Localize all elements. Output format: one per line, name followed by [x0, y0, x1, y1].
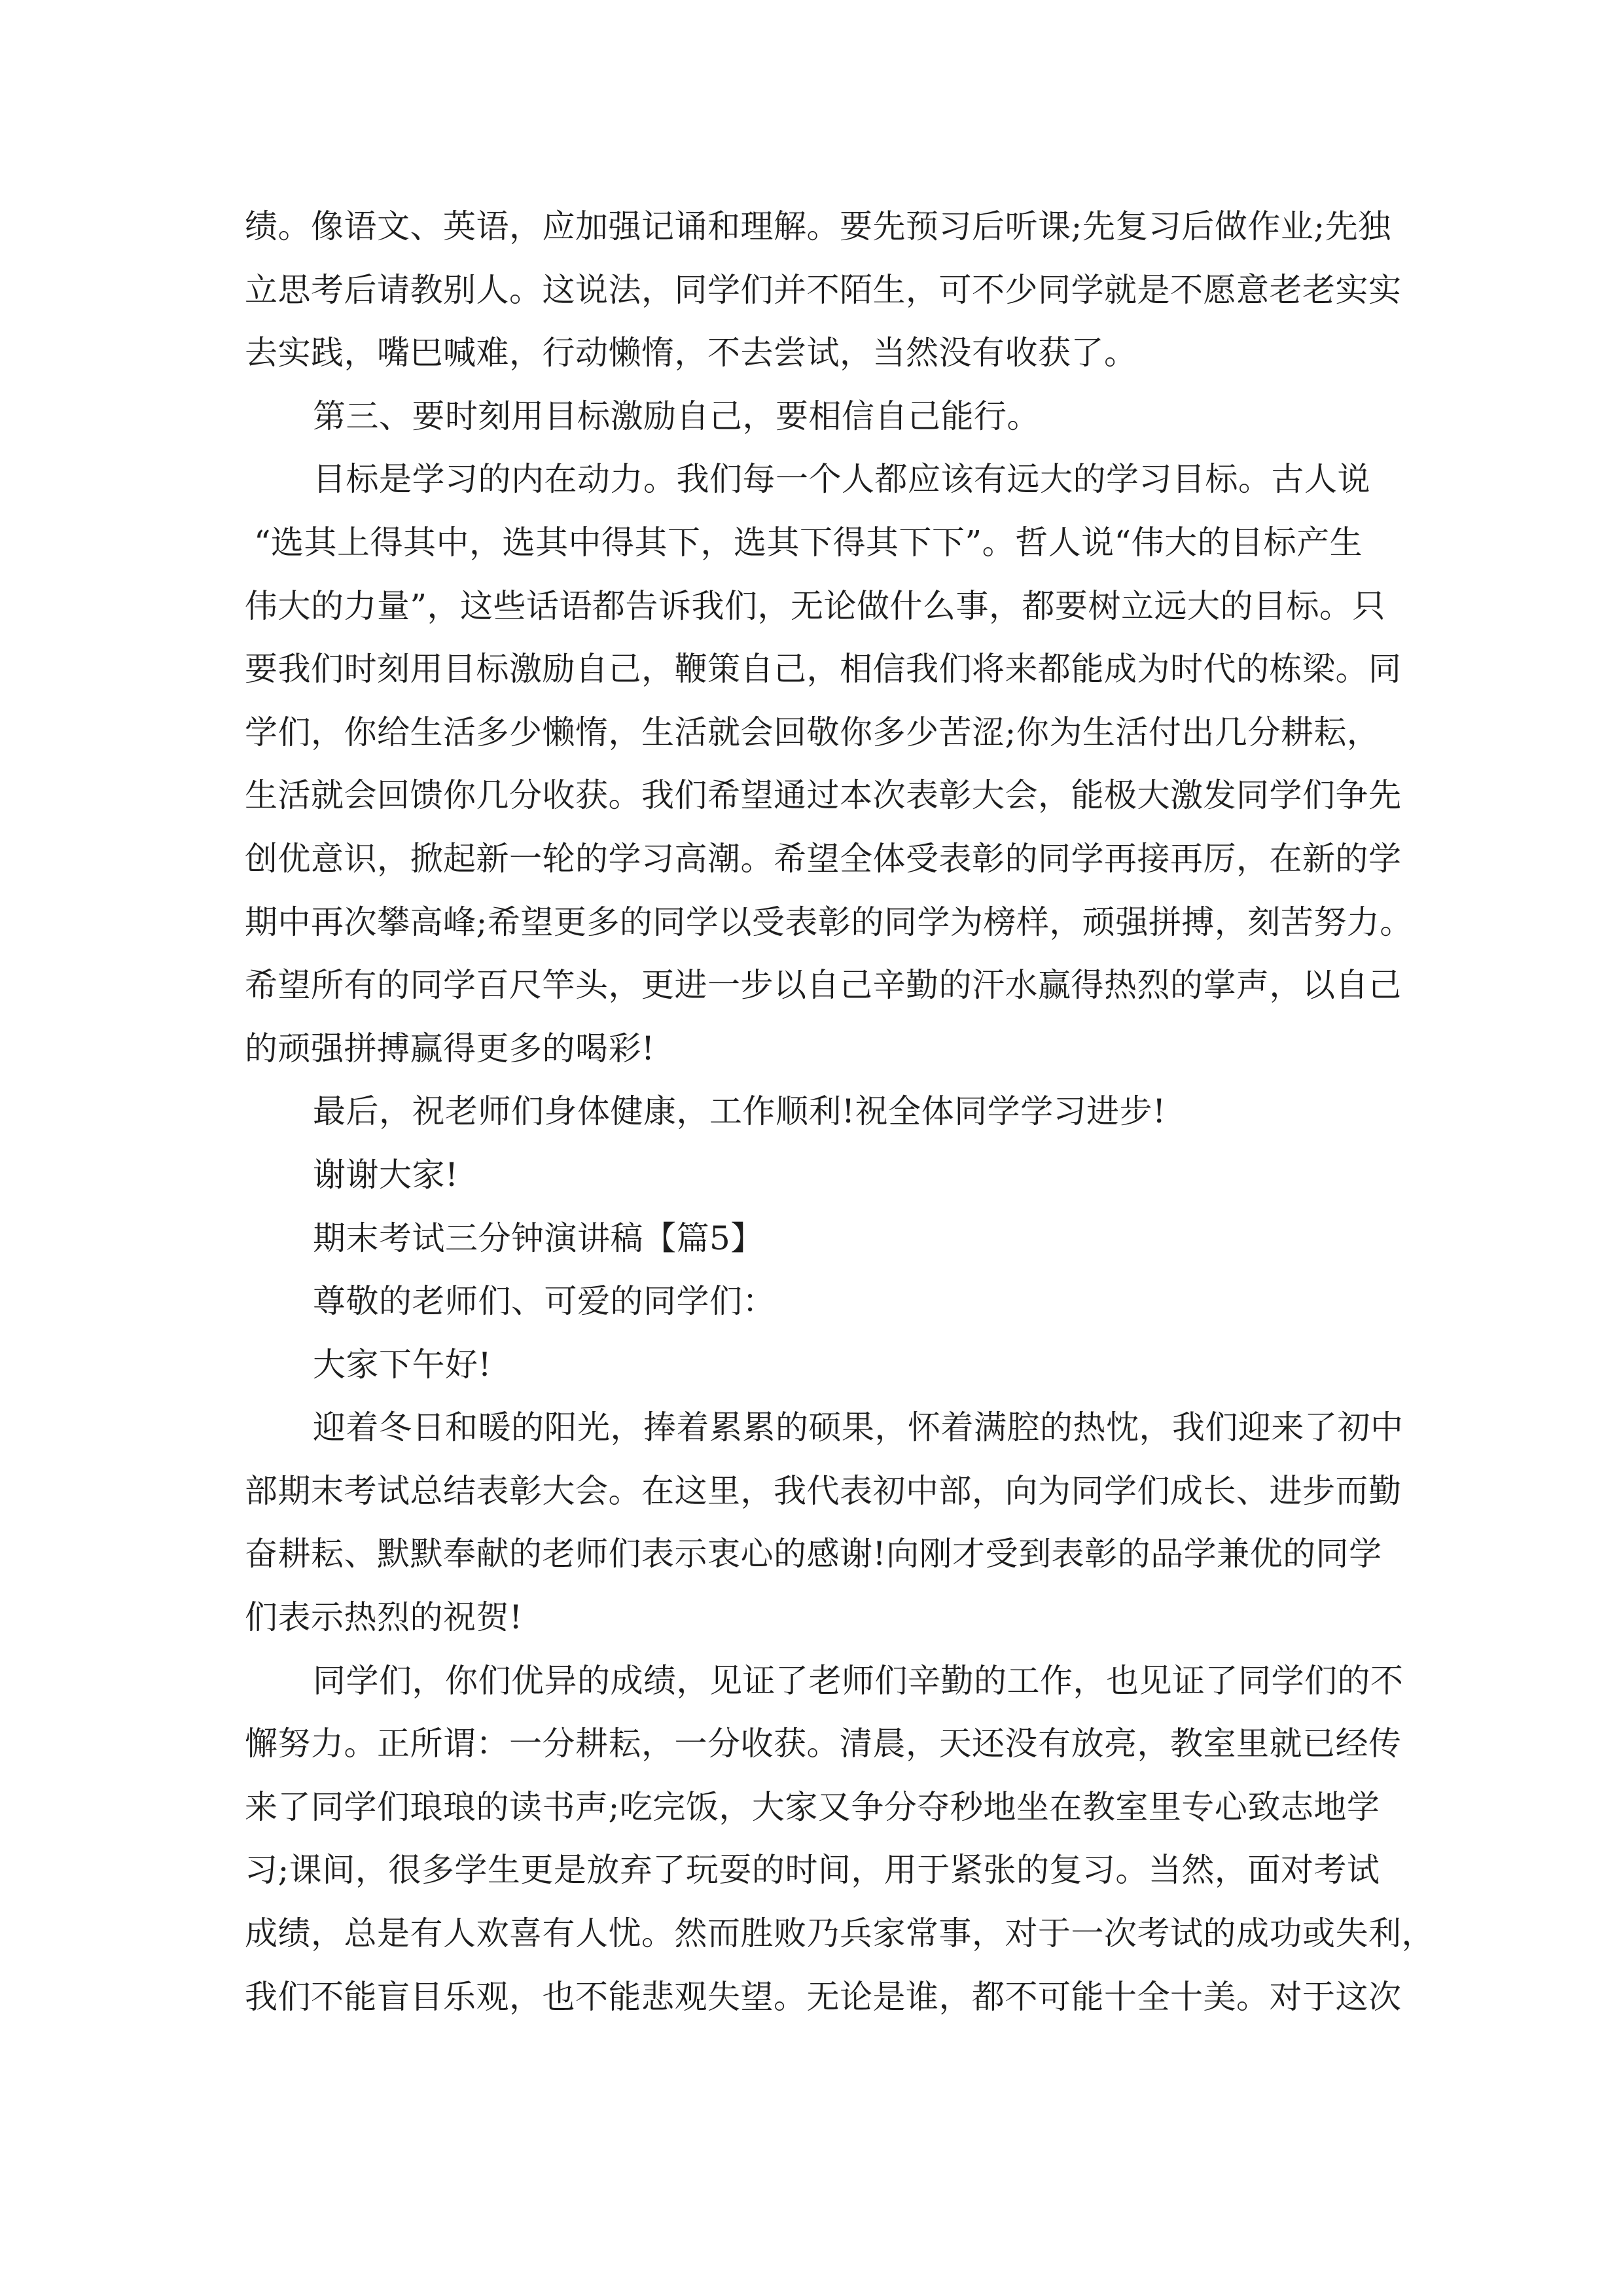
text-line: 学们，你给生活多少懒惰，生活就会回敬你多少苦涩;你为生活付出几分耕耘，: [245, 713, 1380, 751]
text-line: 的顽强拼搏赢得更多的喝彩!: [245, 1029, 655, 1067]
text-line: 创优意识，掀起新一轮的学习高潮。希望全体受表彰的同学再接再厉，在新的学: [245, 839, 1402, 878]
text-line: 立思考后请教别人。这说法，同学们并不陌生，可不少同学就是不愿意老老实实: [245, 270, 1402, 309]
text-line: 成绩，总是有人欢喜有人忧。然而胜败乃兵家常事，对于一次考试的成功或失利，: [245, 1914, 1435, 1953]
text-line: “选其上得其中，选其中得其下，选其下得其下下”。哲人说“伟大的目标产生: [254, 523, 1363, 562]
closing-wishes: 最后，祝老师们身体健康，工作顺利!祝全体同学学习进步!: [313, 1092, 1166, 1131]
text-line: 生活就会回馈你几分收获。我们希望通过本次表彰大会，能极大激发同学们争先: [245, 776, 1402, 815]
text-line: 要我们时刻用目标激励自己，鞭策自己，相信我们将来都能成为时代的栋梁。同: [245, 650, 1402, 689]
text-line: 绩。像语文、英语，应加强记诵和理解。要先预习后听课;先复习后做作业;先独: [245, 207, 1391, 245]
closing-thanks: 谢谢大家!: [313, 1155, 459, 1194]
text-line: 同学们，你们优异的成绩，见证了老师们辛勤的工作，也见证了同学们的不: [313, 1661, 1404, 1700]
text-line: 希望所有的同学百尺竿头，更进一步以自己辛勤的汗水赢得热烈的掌声，以自己: [245, 966, 1402, 1005]
text-line: 奋耕耘、默默奉献的老师们表示衷心的感谢!向刚才受到表彰的品学兼优的同学: [245, 1535, 1382, 1573]
speech-title: 期末考试三分钟演讲稿【篇5】: [313, 1219, 764, 1257]
text-line: 部期末考试总结表彰大会。在这里，我代表初中部，向为同学们成长、进步而勤: [245, 1471, 1402, 1510]
text-line: 期中再次攀高峰;希望更多的同学以受表彰的同学为榜样，顽强拼搏，刻苦努力。: [245, 903, 1413, 941]
text-line: 来了同学们琅琅的读书声;吃完饭，大家又争分夺秒地坐在教室里专心致志地学: [245, 1787, 1380, 1826]
section-heading: 第三、要时刻用目标激励自己，要相信自己能行。: [313, 397, 1040, 435]
greeting: 大家下午好!: [313, 1345, 492, 1384]
text-line: 目标是学习的内在动力。我们每一个人都应该有远大的学习目标。古人说: [313, 460, 1370, 499]
salutation: 尊敬的老师们、可爱的同学们：: [313, 1282, 776, 1321]
document-body: [245, 195, 1435, 2028]
text-line: 懈努力。正所谓：一分耕耘，一分收获。清晨，天还没有放亮，教室里就已经传: [245, 1725, 1402, 1763]
text-line: 迎着冬日和暖的阳光，捧着累累的硕果，怀着满腔的热忱，我们迎来了初中: [313, 1408, 1404, 1447]
text-line: 我们不能盲目乐观，也不能悲观失望。无论是谁，都不可能十全十美。对于这次: [245, 1977, 1402, 2016]
text-line: 们表示热烈的祝贺!: [245, 1598, 523, 1637]
text-line: 习;课间，很多学生更是放弃了玩耍的时间，用于紧张的复习。当然，面对考试: [245, 1851, 1380, 1890]
text-line: 去实践，嘴巴喊难，行动懒惰，不去尝试，当然没有收获了。: [245, 334, 1137, 372]
text-line: 伟大的力量”，这些话语都告诉我们，无论做什么事，都要树立远大的目标。只: [245, 586, 1386, 625]
